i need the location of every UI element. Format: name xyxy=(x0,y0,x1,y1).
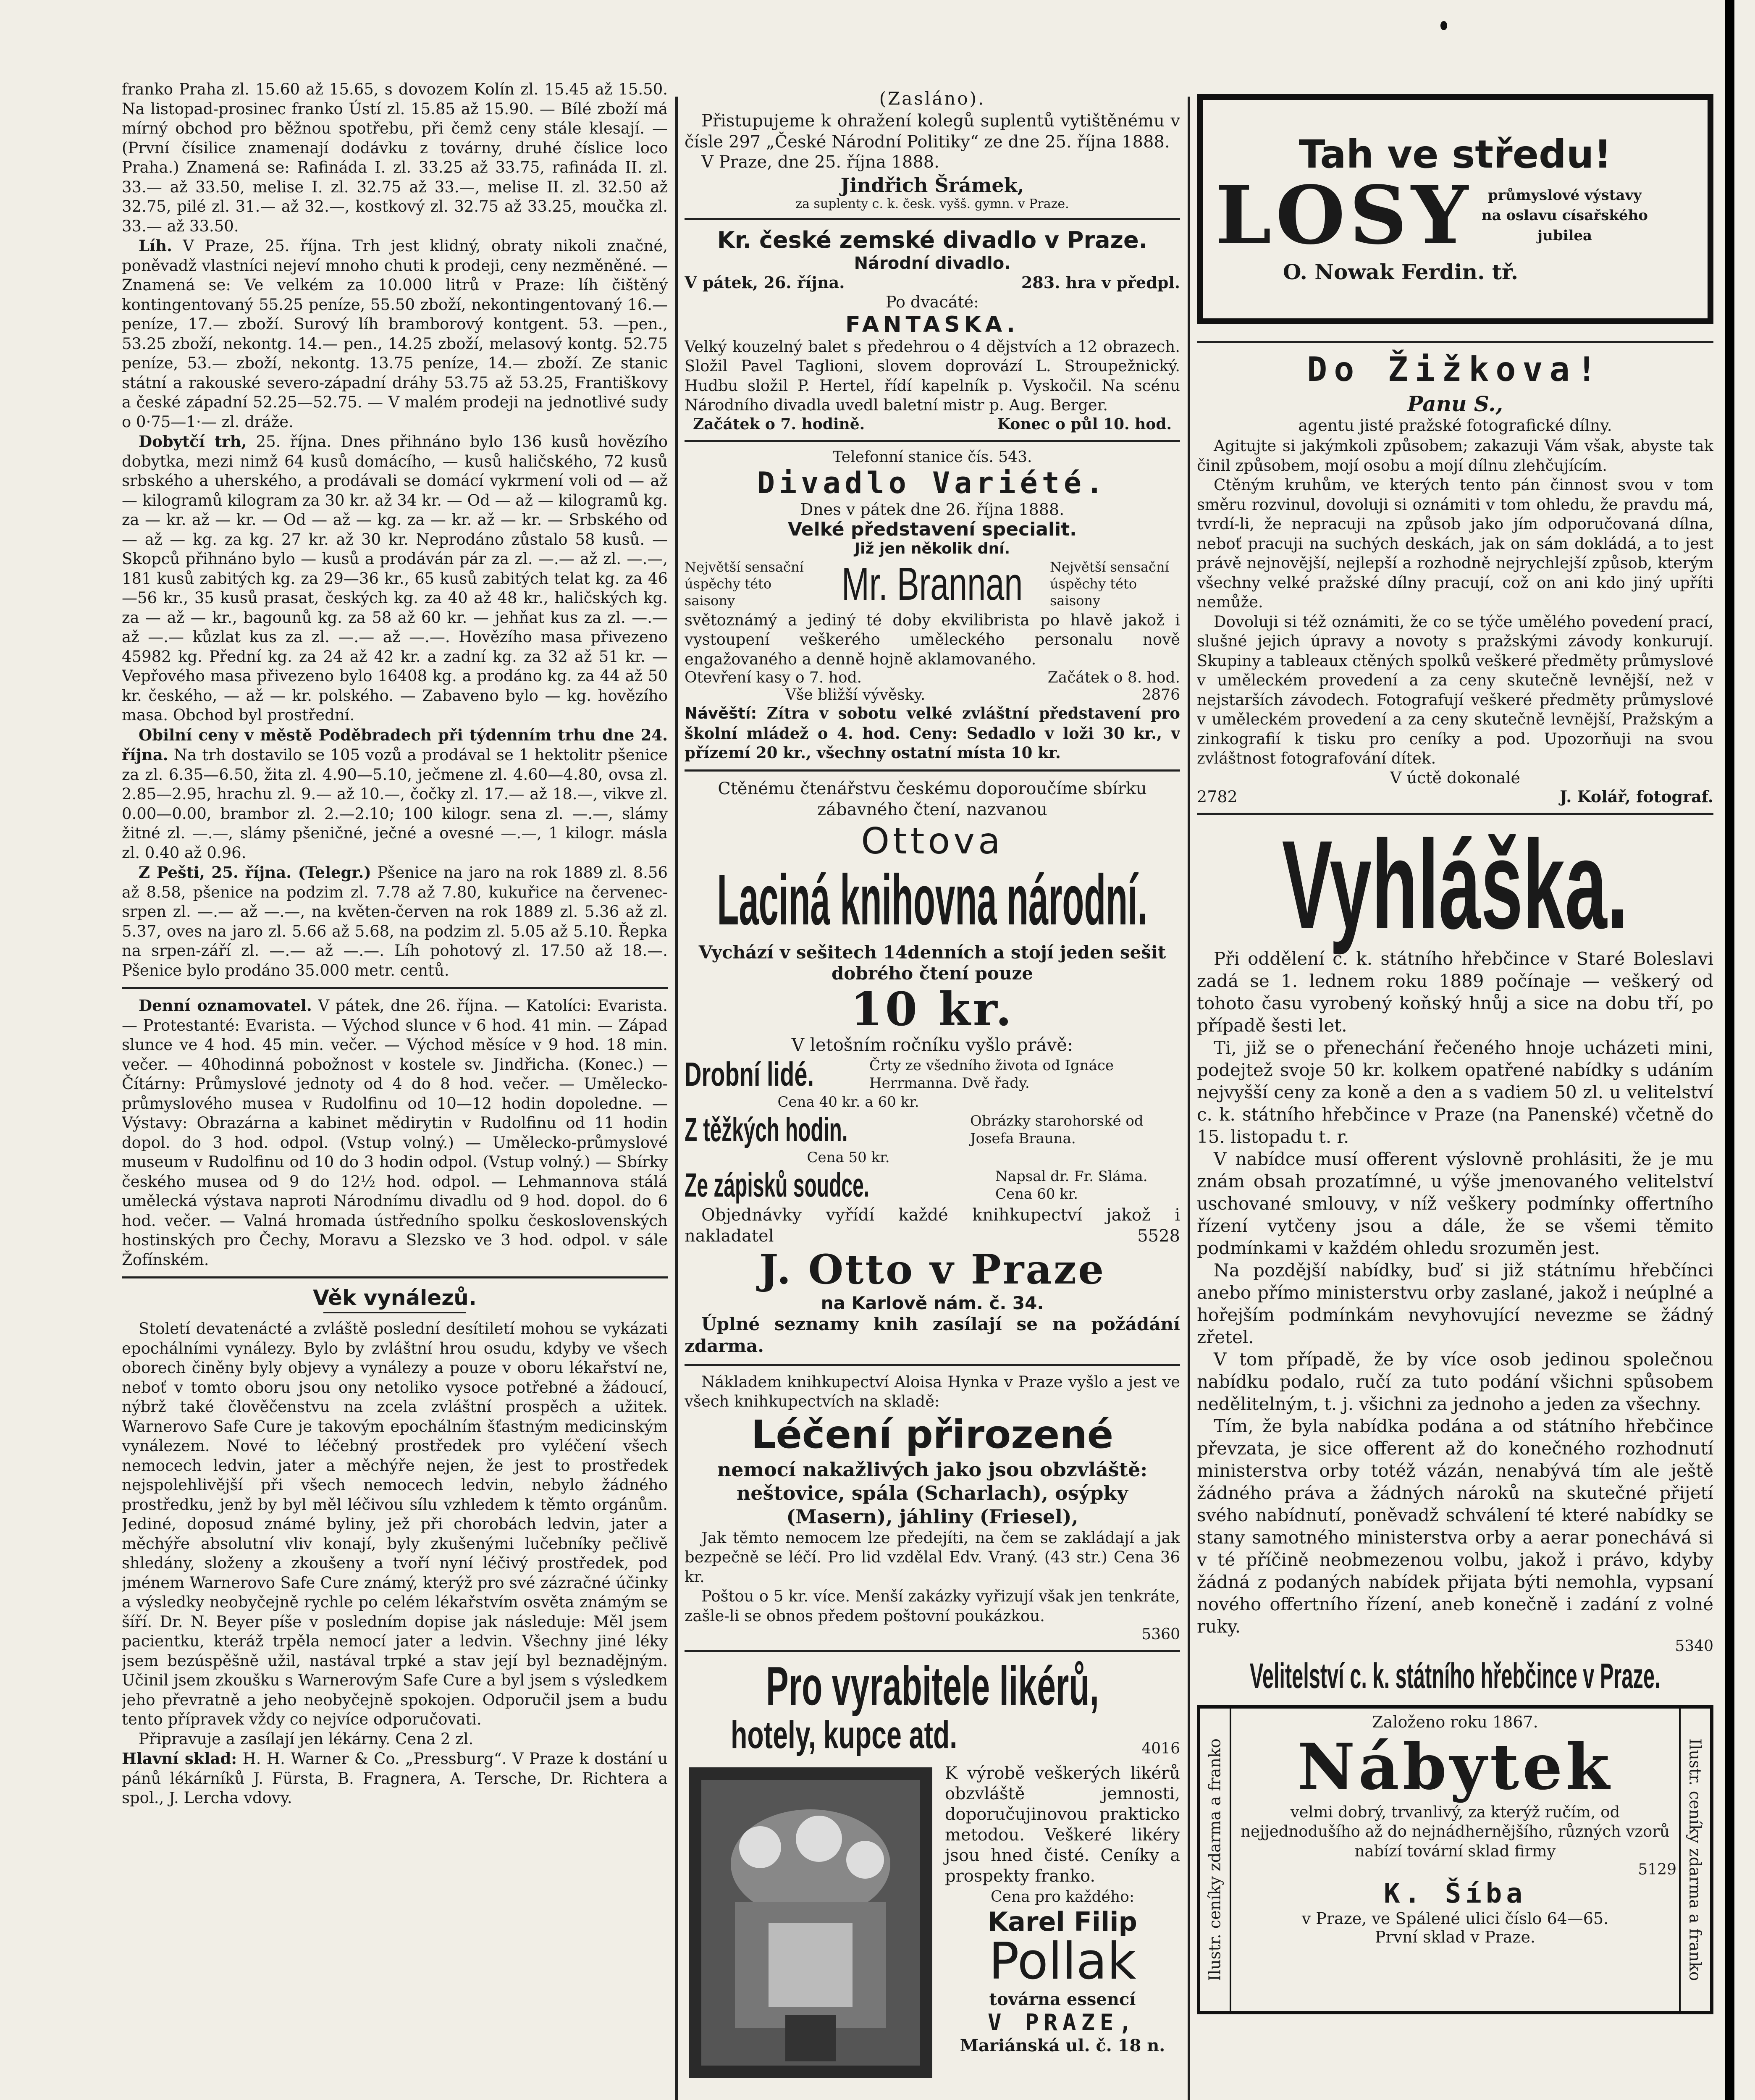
theatre-times xyxy=(685,415,1180,433)
variete-phone: Telefonní stanice čís. 543. xyxy=(832,448,1032,466)
liker-by: Cena pro každého: xyxy=(991,1888,1134,1906)
book-3 xyxy=(685,1166,1180,1205)
hynek-code: 5360 xyxy=(1141,1626,1180,1643)
depot-text: H. H. Warner & Co. „Pressburg“. V Praze k dostání u pánů lékárníků J. Fürsta, B. Fragnera, A. Tersche, Dr. Richtera a spol., J. Lercha vdovy. xyxy=(122,1750,668,1807)
book-2-price: Cena 50 kr. xyxy=(807,1149,890,1166)
spirits-head: Líh. xyxy=(139,236,172,255)
inventions-depot xyxy=(122,1749,668,1808)
zizkov-code: 2782 xyxy=(1197,787,1238,806)
zizkov-regards: V úctě dokonalé xyxy=(1390,768,1520,787)
variete-more-row xyxy=(685,686,1180,704)
divider xyxy=(685,1364,1180,1366)
liker-name-1: Karel Filip xyxy=(988,1906,1137,1937)
otto-order-text: Objednávky vyřídí každé knihkupectví jakož i nakladatel xyxy=(685,1205,1180,1246)
book-2-title: Z těžkých hodin. xyxy=(685,1110,848,1148)
divider xyxy=(1197,341,1713,343)
cattle-text: 25. října. Dnes přihnáno bylo 136 kusů hovězího dobytka, mezi nimž 64 kusů domácího, — kusů haličského, 72 kusů srbského a uherského, a prodávali se domácí vykrmení voli od — až — kilogramů kilogram za 30 kr. až 34 kr. — Od — až — kilogramů kg. za — kr. až — kr. — Od — až — kg. za — kr. až — kr. — Srbského od — až — kg. za kg. 27 kr. až 30 kr. Neprodáno zůstalo 58 kusů. — Skopců přihnáno bylo — kusů a prodáván pár za zl. —.— až zl. —.—, 181 kusů zabitých kg. za 29—36 kr., 65 kusů zabitých telat kg. za 46—56 kr., 35 kusů prasat, českých kg. za 40 až 48 kr., haličských kg. za — až — kr., bagounů kg. za 58 až 60 kr. — jehňat kus za zl. —.— až —.— kůzlat kus za zl. —.— až —.—. Hovězího masa přivezeno 45982 kg. Přední kg. za 24 až 42 kr. a zadní kg. za 32 až 51 kr. — Vepřového masa přivezeno bylo 16408 kg. a prodáno kg. za 44 až 50 kr. českého, — až — kr. polského. — Zabaveno bylo — kg. hovězího masa. Obchod byl prostřední. xyxy=(122,433,668,724)
zaslano-text: Přistupujeme k ohražení kolegů suplentů vytištěnému v čísle 297 „České Národní Politiky“ ze dne 25. října 1888. xyxy=(685,111,1180,152)
liker-text-block xyxy=(945,1763,1180,2082)
vyhlaska-p1: Při oddělení c. k. státního hřebčince v Staré Boleslavi zadá se 1. lednem roku 1889 počínaje — veškerý od tohoto času vyrobený koňský hnůj a sice na dobu tří, po případě šesti let. xyxy=(1197,948,1713,1036)
otto-text: Vychází v sešitech 14denních a stojí jeden sešit dobrého čtení pouze xyxy=(698,942,1166,984)
variete-subtitle-2: Již jen několik dní. xyxy=(854,540,1010,557)
nabytek-founded: Založeno roku 1867. xyxy=(1372,1712,1538,1731)
losy-word: LOSY xyxy=(1215,168,1472,262)
book-2-desc: Obrázky starohorské od Josefa Brauna. xyxy=(970,1112,1144,1147)
variete-open: Otevření kasy o 7. hod. xyxy=(685,669,862,686)
variete-subtitle: Velké představení specialit. xyxy=(788,518,1077,540)
theatre-description: Velký kouzelný balet s předehrou o 4 dějstvích a 12 obrazech. Složil Pavel Taglioni, slovem doprovází L. Stroupežnický. Hudbu složil P. Hertel, řídí kapelník p. Vyskočil. Na scénu Národního divadla uvedl baletní mistr p. Aug. Berger. xyxy=(685,337,1180,414)
losy-ad xyxy=(1197,94,1713,324)
otto-name: Ottova xyxy=(861,820,1004,862)
divider xyxy=(685,218,1180,220)
theatre-performance: Po dvacáté: xyxy=(886,292,979,311)
section-title-inventions: Věk vynálezů. xyxy=(313,1286,477,1310)
otto-address: na Karlově nám. č. 34. xyxy=(821,1292,1044,1313)
otto-order xyxy=(685,1205,1180,1247)
nabytek-side-left-text: Ilustr. ceníky zdarma a franko xyxy=(1206,1738,1224,1981)
spirits-text: V Praze, 25. října. Trh jest klidný, obraty nikoli značné, poněvadž vlastníci nejeví mnoho chuti k prodeji, ceny nezměněné. — Znamená se: Ve velkém za 10.000 litrů v Praze: líh čištěný kontingentovaný 55.25 peníze, 55.50 zboží, nekontingentovaný 16.— peníze, 17.— zboží. Surový líh bramborový kontgent. 53. —pen., 53.25 zboží, nekontg. 14.— pen., 14.25 zboží, melasový kontg. 52.75 peníze, 53.— zboží, nekontg. 13.75 peníze, 14.— zboží. Ze stanic státní a rakouské severo-západní dráhy 53.75 až 53.25, Františkovy a české západní 52.25—52.75. — V malém prodeji na jednotlivé sudy o 0·75—1·— zl. dráže. xyxy=(122,237,668,431)
liker-address: Mariánská ul. č. 18 n. xyxy=(960,2036,1165,2055)
grain-head: Obilní ceny v městě Poděbradech při týdenním trhu dne 24. října. xyxy=(122,725,668,764)
divider xyxy=(685,440,1180,442)
book-1-title: Drobní lidé. xyxy=(685,1055,814,1093)
otto-title-wrap xyxy=(685,862,1180,942)
theatre-start: Začátek o 7. hodině. xyxy=(693,415,865,433)
divider xyxy=(323,1312,466,1313)
nabytek-first: První sklad v Praze. xyxy=(1375,1928,1536,1946)
losy-side: průmyslové výstavy na oslavu císařského jubilea xyxy=(1481,187,1648,244)
zizkov-sign-row xyxy=(1197,787,1713,806)
zizkov-p1: Agitujte si jakýmkoli způsobem; zakazuji Vám však, abyste tak činil způsobem, mojí osobu a mojí dílnu zlehčujícím. xyxy=(1197,437,1713,475)
column-rule-2 xyxy=(1188,97,1190,2100)
column-market-reports xyxy=(122,80,668,1808)
zaslano-date: V Praze, dne 25. října 1888. xyxy=(701,152,939,172)
theatre-date-row xyxy=(685,273,1180,292)
pest-telegram xyxy=(122,863,668,980)
variete-start: Začátek o 8. hod. xyxy=(1047,669,1180,686)
vyhlaska-p3: V nabídce musí offerent výslovně prohlásiti, že je mu znám obsah prozatímné, u výše jmenovaného velitelství uschované smlouvy, v níž veškery podmínky offertního řízení vytčeny jsou a dále, že se všemi těmito podmínkami v každém ohledu srozuměn jest. xyxy=(1197,1148,1713,1258)
variete-title: Divadlo Variété. xyxy=(757,465,1108,500)
liker-city: V PRAZE, xyxy=(987,2009,1138,2036)
otto-catalog: Úplné seznamy knih zasílají se na požádání zdarma. xyxy=(685,1313,1180,1356)
variete-right: Největší sensační úspěchy této saisony xyxy=(1049,559,1169,609)
otto-intro: Ctěnému čtenářstvu českému doporoučíme sbírku zábavného čtení, nazvanou xyxy=(718,779,1147,819)
nabytek-side-right-text: Ilustr. ceníky zdarma a franko xyxy=(1686,1738,1705,1981)
spirits-report xyxy=(122,236,668,432)
theatre-day: V pátek, 26. října. xyxy=(685,273,845,292)
variete-more: Vše bližší vývěsky. xyxy=(785,686,926,704)
zizkov-to: Panu S., xyxy=(1407,391,1503,416)
hynek-post: Poštou o 5 kr. více. Menší zakázky vyřizují však jen tenkráte, zašle-li se obnos předem poštovní poukázkou. xyxy=(685,1587,1180,1625)
liker-sub-row xyxy=(685,1713,1180,1757)
ink-dot xyxy=(1440,21,1447,30)
daily-text: V pátek, dne 26. října. — Katolíci: Evarista. — Protestanté: Evarista. — Východ slunce v 6 hod. 41 min. — Západ slunce ve 4 hod. 45 min. večer. — Východ měsíce v 9 hod. 18 min. večer. — 40hodinná pobožnost v kostele sv. Jindřicha. (Konec.) — Čítárny: Průmyslové jednoty od 4 do 8 hod. večer. — Umělecko-průmyslového musea v Rudolfinu od 10—12 hodin dopoledne. — Výstavy: Obrazárna a kabinet mědirytin v Rudolfinu od 11 hodin dopol. do 3 hod. odpol. (Vstup volný.) — Umělecko-průmyslové museum v Rudolfinu od 10 do 3 hodin odpol. (Vstup volný.) — Sbírky českého musea od 9 do 12½ hod. odpol. — Lehmannova stálá umělecká výstava naproti Národnímu divadlu od 9 hod. dopol. do 6 hod. večer. — Valná hromada ústředního spolku československých hostinských pro Čechy, Moravu a Slezsko ve 3 hod. odpol. v sále Žofínském. xyxy=(122,997,668,1269)
liker-body xyxy=(685,1763,1180,2082)
otto-publisher: J. Otto v Praze xyxy=(759,1245,1106,1293)
variete-left: Největší sensační úspěchy této saisony xyxy=(685,559,804,609)
variete-code: 2876 xyxy=(1141,686,1180,704)
column-notices xyxy=(1197,80,1713,2014)
divider xyxy=(122,987,668,989)
book-1-price: Cena 40 kr. a 60 kr. xyxy=(777,1093,919,1110)
theatre-title: Kr. české zemské divadlo v Praze. xyxy=(717,226,1148,253)
zizkov-signature: J. Kolář, fotograf. xyxy=(1560,787,1713,806)
book-3-title: Ze zápisků soudce. xyxy=(685,1166,870,1204)
variete-times xyxy=(685,669,1180,686)
vyhlaska-title-wrap xyxy=(1197,814,1713,955)
divider xyxy=(685,1650,1180,1652)
divider xyxy=(122,1276,668,1278)
pest-text: Pšenice na jaro na rok 1889 zl. 8.56 až 8.58, pšenice na podzim zl. 7.78 až 7.80, kukuřice na červenec-srpen zl. —.— až —.—, na květen-červen na rok 1889 zl. 5.36 až zl. 5.37, oves na jaro zl. 5.66 až 5.68, na podzim zl. 5.05 až 5.10. Řepka na srpen-září zl. —.— až —.—. Líh pohotový zl. 17.50 až 18.—. Pšenice bylo prodáno 35.000 metr. centů. xyxy=(122,864,668,979)
vyhlaska-p4: Na pozdější nabídky, buď si již státnímu hřebčínci anebo přímo ministerstvu orby zaslané, jakož i neúplné a hořejším podmínkám nevyhovující nevezme se žádný zřetel. xyxy=(1197,1260,1713,1347)
pest-head: Z Pešti, 25. října. (Telegr.) xyxy=(139,863,371,882)
zizkov-title: Do Žižkova! xyxy=(1307,350,1603,389)
book-1 xyxy=(685,1055,1180,1094)
variete-feature xyxy=(685,557,1180,611)
zaslano-signature-sub: za suplenty c. k. česk. vyšš. gymn. v Praze. xyxy=(795,196,1069,211)
zizkov-p2: Ctěným kruhům, ve kterých tento pán činnost svou v tom směru rozvinul, dovoluji si oznámiti v tom ohledu, že pravdu má, tvrdí-li, že nepracuji na způsob jako jím odporučovaná dílna, neboť pracuji na suchých deskách, jak on sám dokládá, a to jest právě nejnovější, nejlepší a rozhodně nejrychlejší způsob, kterým všechny velké pražské dílny pracují, což on ani kdo jiný upříti nemůže. xyxy=(1197,476,1713,611)
hynek-subtitle: nemocí nakažlivých jako jsou obzvláště: neštovice, spála (Scharlach), osýpky (Masern), jáhliny (Friesel), xyxy=(717,1458,1148,1528)
zaslano-title: (Zasláno). xyxy=(879,88,986,109)
hynek-text: Jak těmto nemocem lze předejíti, na čem se zakládají a jak bezpečně se léčí. Pro lid vzdělal Edv. Vraný. (43 str.) Cena 36 kr. xyxy=(685,1528,1180,1586)
vyhlaska-signature: Velitelství c. k. státního hřebčince v Praze. xyxy=(1250,1656,1661,1696)
sugar-report: franko Praha zl. 15.60 až 15.65, s dovozem Kolín zl. 15.45 až 15.50. Na listopad-prosinec franko Ústí zl. 15.85 až 15.90. — Bílé zboží má mírný obchod pro běžnou spotřebu, při čemž ceny stále klesají. — (První čísilice znamenají dodávku z továrny, druhé číslice loco Praha.) Znamená se: Rafináda I. zl. 33.25 až 33.75, rafináda II. zl. 33.— až 33.50, melise I. zl. 32.75 až 33.—, melise II. zl. 32.50 až 32.75, pilé zl. 31.— až 32.—, kostkový zl. 32.75 až 33.25, moučka zl. 33.— až 33.50. xyxy=(122,80,668,235)
column-advertisements xyxy=(685,80,1180,2082)
variete-notice-text: Zítra v sobotu velké zvláštní představení pro školní mládež o 4. hod. Ceny: Sedadlo v loži 30 kr., v přízemí 20 kr., všechny ostatní místa 10 kr. xyxy=(685,704,1180,762)
vyhlaska-sign-wrap xyxy=(1197,1655,1713,1697)
book-2 xyxy=(685,1110,1180,1149)
nabytek-side-right xyxy=(1679,1709,1710,2011)
nabytek-title: Nábytek xyxy=(1297,1730,1613,1804)
column-rule-1 xyxy=(675,97,678,2100)
nabytek-text: velmi dobrý, trvanlivý, za kterýž ručím, od nejjednodušího až do nejnádhernějšího, různých vzorů nabízí tovární sklad firmy xyxy=(1241,1803,1670,1860)
nabytek-body xyxy=(1234,1713,1676,1947)
liker-text: K výrobě veškerých likérů obzvláště jemnosti, doporučujinovou prakticko metodou. Veškeré likéry jsou hned čisté. Ceníky a prospekty franko. xyxy=(945,1764,1180,1886)
zaslano-signature: Jindřich Šrámek, xyxy=(840,173,1024,197)
liker-name-2: Pollak xyxy=(989,1932,1136,1991)
vyhlaska-p5: V tom případě, že by více osob jedinou společnou nabídku podalo, ručí za tuto podání všichni spůsobem nedělitelným, t. j. všichni za jednoho a jeden za všechny. xyxy=(1197,1349,1713,1414)
daily-head: Denní oznamovatel. xyxy=(139,996,312,1015)
cattle-report xyxy=(122,432,668,725)
nabytek-ad xyxy=(1197,1705,1713,2014)
otto-year: V letošním ročníku vyšlo právě: xyxy=(791,1034,1073,1055)
depot-head: Hlavní sklad: xyxy=(122,1749,237,1768)
vyhlaska-code: 5340 xyxy=(1675,1637,1713,1655)
inventions-text: Století devatenácté a zvláště poslední desítiletí mohou se vykázati epochálními vynálezy. Bylo by zvláštní hrou osudu, kdyby ve všech oborech činěny byly objevy a vynálezy a pouze v oboru lékařství ne, neboť v tomto oboru jsou ony netoliko vysoce potřebné a žádoucí, nýbrž také člověčenstvu na zcela zvláštní prospěch a užitek. Warnerovo Safe Cure je takovým epochálním šťastným medicinským vynálezem. Nové to léčebný prostředek pro vyléčení všech nemocech ledvin, jater a měchýře nejen, že jest to prostředek nejspolehlivější při všech nemocech ledvin, nebylo žádného prostředku, jenž by byl měl léčivou sílu vzhledem k těmto orgánům. Jediné, doposud známé byliny, jež při chorobách ledvin, jater a měchýře absolutní vliv konají, byly zkušenými lučebníky pečlivě shledány, složeny a zkoušeny a tvoří nyní léčivý prostředek, pod jménem Warnerovo Safe Cure známý, kterýž pro své zázračné účinky a výsledky neobyčejně rychle po celém lékařstvím osvěta známým se šíří. Dr. N. Beyer píše v posledním dopise jak následuje: Měl jsem pacientku, kteráž trpěla nemocí jater a ledvin. Všechny jiné léky jsem bezúspěšně užil, nastával trpké a stav její byl beznadějným. Učinil jsem zkoušku s Warnerovým Safe Cure a byl jsem s výsledkem jeho převratně a jeho neobyčejně spokojen. Odporučil jsem a budu tento přípravek vždy co nejvíce odporučovati. xyxy=(122,1320,668,1728)
variete-notice-head: Návěští: xyxy=(685,704,757,722)
liker-illustration xyxy=(685,1763,937,2082)
daily-notices xyxy=(122,996,668,1270)
zizkov-agent: agentu jisté pražské fotografické dílny. xyxy=(1298,416,1612,435)
vyhlaska-p6: Tím, že byla nabídka podána a od státního hřebčince převzata, je sice offerent až do konečného rozhodnutí ministerstva orby totéž vázán, nenabývá tím ale ještě žádného práva a žádných nároků na skutečné přijetí svého nabídnutí, poněvadž schválení té které nabídky se stany samotného ministerstva orby a aerar ponechává si v té příčině neobmezenou volbu, jakož i právo, kdyby žádná z podaných nabídek přijata býti nemohla, vypsaní nového offertního řízení, aneb konečně i zadání z volné ruky. xyxy=(1197,1415,1713,1637)
liker-subtitle: hotely, kupce atd. xyxy=(731,1714,958,1756)
liker-code: 4016 xyxy=(1141,1740,1180,1757)
variete-performer: Mr. Brannan xyxy=(842,558,1023,610)
nabytek-code: 5129 xyxy=(1638,1861,1676,1878)
hynek-intro: Nákladem knihkupectví Aloisa Hynka v Praze vyšlo a jest ve všech knihkupectvích na skladě: xyxy=(685,1373,1180,1410)
variete-date: Dnes v pátek dne 26. října 1888. xyxy=(800,500,1065,519)
grain-prices xyxy=(122,725,668,863)
variete-notice xyxy=(685,704,1180,763)
otto-order-code: 5528 xyxy=(1137,1226,1180,1246)
variete-description: světoznámý a jediný té doby ekvilibrista po hlavě jakož i vystoupení veškerého uměleckého personalu nově engažovaného a denně hojně aklamovaného. xyxy=(685,611,1180,668)
hynek-title: Léčení přirozené xyxy=(751,1412,1114,1457)
losy-seller: O. Nowak Ferdin. tř. xyxy=(1283,260,1519,284)
liker-factory: továrna essencí xyxy=(989,1990,1136,2009)
zizkov-p3: Dovoluji si též oznámiti, že co se týče umělého povedení prací, slušné jejich úpravy a novoty s pražskými závody konkurují. Skupiny a tableaux ctěných spolků veškeré předměty průmyslové v uměleckém provedení a za ceny skutečně levnější, než v nejstarších závodech. Fotografují veškeré předměty průmyslové v uměleckém provedení a za ceny skutečně levnější, Pražským a zinkografií k tisku pro ceníky a pod. Upozorňuji na svou zvláštnost fotografování dítek. xyxy=(1197,612,1713,767)
grain-text: Na trh dostavilo se 105 vozů a prodával se 1 hektolitr pšenice za zl. 6.35—6.50, žita zl. 4.90—5.10, ječmene zl. 4.60—4.80, ovsa zl. 2.85—2.95, hrachu zl. 9.— až 10.—, čočky zl. 17.— až 18.—, vikve zl. 0.00—0.00, brambor zl. 2.—2.10; 100 kilogr. sena zl. —.—, slámy žitné zl. —.—, slámy pšeničné, ječné a ovesné —.—, 1 kilogr. másla zl. 0.40 až 0.96. xyxy=(122,746,668,862)
theatre-number: 283. hra v předpl. xyxy=(1021,273,1180,292)
liker-title: Pro vyrabitele likérů, xyxy=(766,1655,1099,1717)
book-1-desc: Črty ze všedního života od Ignáce Herrmanna. Dvě řady. xyxy=(869,1057,1114,1092)
otto-title: Laciná knihovna národní. xyxy=(717,860,1148,940)
liker-title-wrap xyxy=(685,1655,1180,1717)
losy-top: Tah ve středu! xyxy=(1299,132,1612,177)
cattle-head: Dobytčí trh, xyxy=(139,432,247,451)
book-3-desc: Napsal dr. Fr. Sláma. Cena 60 kr. xyxy=(995,1168,1148,1202)
losy-row xyxy=(1203,168,1708,262)
divider xyxy=(685,769,1180,772)
nabytek-firm: K. Šíba xyxy=(1384,1878,1527,1909)
vyhlaska-title: Vyhláška. xyxy=(1282,814,1628,955)
otto-price: 10 kr. xyxy=(850,982,1014,1036)
vyhlaska-p2: Ti, již se o přenechání řečeného hnoje ucházeti mini, podejtež svoje 50 kr. kolkem opatřené nabídky s udáním nejvyšší ceny za koně a den a s vadiem 50 zl. u velitelství c. k. státního hřebčince v Praze (na Panenské) včetně do 15. listopadu t. r. xyxy=(1197,1037,1713,1147)
inventions-price: Připravuje a zasílají jen lékárny. Cena 2 zl. xyxy=(139,1730,474,1748)
theatre-play-title: FANTASKA. xyxy=(845,312,1019,337)
theatre-subtitle: Národní divadlo. xyxy=(854,253,1011,273)
nabytek-address: v Praze, ve Spálené ulici číslo 64—65. xyxy=(1301,1909,1609,1928)
theatre-end: Konec o půl 10. hod. xyxy=(997,415,1172,433)
nabytek-side-left xyxy=(1200,1709,1231,2011)
